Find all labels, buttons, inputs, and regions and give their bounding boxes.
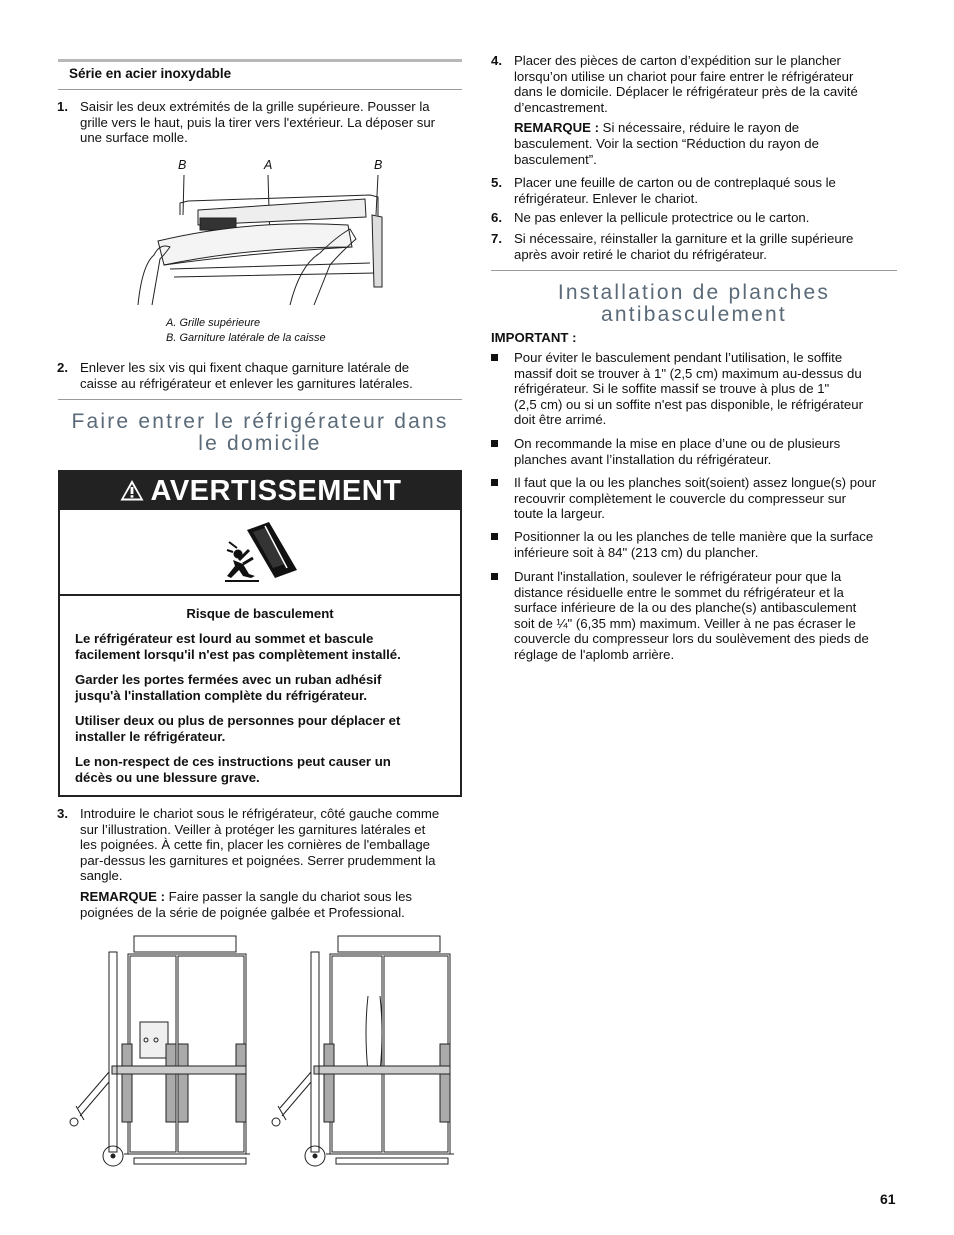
step-text <box>514 175 836 206</box>
grille-figure <box>130 155 400 315</box>
bullet-square-icon <box>491 533 498 540</box>
line: d’encastrement. <box>514 99 608 115</box>
section-rule-left <box>58 399 462 400</box>
line: Pour éviter le basculement pendant l’utilisation, le soffite <box>514 350 843 365</box>
line: jusqu'à l'installation complète du réfrigérateur. <box>75 688 368 703</box>
line: Il faut que la ou les planches soit(soient) assez longue(s) pour <box>514 475 877 490</box>
note-label: REMARQUE : <box>514 120 599 136</box>
line: grille vers le haut, puis la tirer vers l'extérieur. La déposer sur <box>80 114 436 130</box>
line: après avoir retiré le chariot du réfrigérateur. <box>514 246 767 262</box>
line: soit de ¼" (6,35 mm) maximum. Veiller à ne pas écraser le <box>514 615 856 631</box>
line: sangle. <box>80 868 123 884</box>
line: réglage de l'aplomb arrière. <box>514 646 675 662</box>
warning-title: Risque de basculement <box>186 606 334 621</box>
bullet-square-icon <box>491 573 498 580</box>
warning-pictogram-area <box>60 510 460 596</box>
line: distance résiduelle entre le sommet du réfrigérateur et la <box>514 584 844 600</box>
section-heading-bring-in <box>52 411 468 455</box>
subhead-stainless: Série en acier inoxydable <box>69 66 232 81</box>
important-label: IMPORTANT : <box>491 330 577 345</box>
line: planches avant l’installation du réfrigérateur. <box>514 451 772 467</box>
bullet-text <box>514 529 873 560</box>
line: Introduire le chariot sous le réfrigérateur, côté gauche comme <box>80 806 440 821</box>
tip-over-icon <box>225 518 299 586</box>
warning-banner-text: AVERTISSEMENT <box>150 475 402 507</box>
step-number: 7. <box>491 231 502 246</box>
line: poignées de la série de poignée galbée et Professional. <box>80 904 405 920</box>
warning-paragraph <box>75 631 445 663</box>
bullet-square-icon <box>491 479 498 486</box>
line: facilement lorsqu'il n'est pas complètement installé. <box>75 647 401 662</box>
step-number: 4. <box>491 53 502 68</box>
line: décès ou une blessure grave. <box>75 770 260 785</box>
bullet-text <box>514 569 869 663</box>
line: caisse au réfrigérateur et enlever les garnitures latérales. <box>80 375 413 391</box>
warning-paragraph <box>75 713 445 745</box>
line: massif doit se trouver à 1" (2,5 cm) maximum au-dessus du <box>514 365 862 381</box>
heading-line: Faire entrer le réfrigérateur dans <box>71 410 449 433</box>
note-label: REMARQUE : <box>80 888 165 904</box>
line: doit être arrimé. <box>514 412 607 428</box>
line: Le non-respect de ces instructions peut causer un <box>75 754 391 769</box>
dolly-illustration <box>64 932 464 1172</box>
step-text <box>80 99 435 146</box>
line: sur l’illustration. Veiller à protéger les garnitures latérales et <box>80 821 426 837</box>
line: réfrigérateur. Si le soffite massif se trouve à plus de 1" <box>514 381 830 397</box>
line: Le réfrigérateur est lourd au sommet et bascule <box>75 631 374 646</box>
line: On recommande la mise en place d’une ou de plusieurs <box>514 436 841 451</box>
grille-illustration <box>130 155 400 315</box>
section-heading-anti-tip <box>486 282 902 326</box>
line: (2,5 cm) ou si un soffite n'est pas disponible, le réfrigérateur <box>514 396 863 412</box>
bullet-text <box>514 350 863 428</box>
line: Placer une feuille de carton ou de contreplaqué sous le <box>514 175 836 190</box>
line: Durant l'installation, soulever le réfrigérateur pour que la <box>514 569 842 584</box>
bullet-text <box>514 436 840 467</box>
step-number: 1. <box>57 99 68 114</box>
line: Saisir les deux extrémités de la grille supérieure. Pousser la <box>80 99 430 114</box>
figure-caption-b: B. Garniture latérale de la caisse <box>166 332 326 344</box>
line: Enlever les six vis qui fixent chaque garniture latérale de <box>80 360 410 375</box>
line: basculement”. <box>514 151 597 167</box>
subhead-rule <box>58 89 462 90</box>
page-number: 61 <box>880 1191 896 1207</box>
line: couvercle du compresseur lors du soulèvement des pieds de <box>514 631 869 647</box>
warning-triangle-icon <box>119 478 145 502</box>
line: lorsqu’on utilise un chariot pour faire entrer le réfrigérateur <box>514 68 854 84</box>
figure-label-b-right: B <box>374 158 383 172</box>
line: Faire passer la sangle du chariot sous les <box>165 888 413 904</box>
step-text <box>80 360 413 391</box>
bullet-text <box>514 475 876 522</box>
warning-box <box>58 470 462 797</box>
line: inférieure soit à 84" (213 cm) du plancher. <box>514 544 759 560</box>
line: Ne pas enlever la pellicule protectrice ou le carton. <box>514 210 810 225</box>
line: toute la largeur. <box>514 506 605 522</box>
step-number: 3. <box>57 806 68 821</box>
heading-line: le domicile <box>198 432 322 455</box>
step-text <box>514 231 853 262</box>
line: réfrigérateur. Enlever le chariot. <box>514 190 698 206</box>
line: Si nécessaire, réinstaller la garniture et la grille supérieure <box>514 231 854 246</box>
section-rule-right <box>491 270 897 271</box>
bullet-square-icon <box>491 354 498 361</box>
step-number: 5. <box>491 175 502 190</box>
top-rule-left <box>58 59 462 62</box>
heading-line: antibasculement <box>601 303 787 326</box>
step-text <box>80 806 439 920</box>
line: basculement. Voir la section “Réduction du rayon de <box>514 135 819 151</box>
line: par-dessus les garnitures et poignées. Serrer prudemment la <box>80 852 436 868</box>
line: dans le domicile. Déplacer le réfrigérateur près de la cavité <box>514 84 858 100</box>
step-number: 6. <box>491 210 502 225</box>
figure-caption-a: A. Grille supérieure <box>166 317 261 329</box>
step-text <box>514 53 858 167</box>
figure-label-a: A <box>264 158 273 172</box>
step-text <box>514 210 809 226</box>
bullet-square-icon <box>491 440 498 447</box>
step-number: 2. <box>57 360 68 375</box>
line: surface inférieure de la ou des planche(s) antibasculement <box>514 600 857 616</box>
line: installer le réfrigérateur. <box>75 729 226 744</box>
line: recouvrir complètement le couvercle du compresseur sur <box>514 490 847 506</box>
line: Utiliser deux ou plus de personnes pour déplacer et <box>75 713 401 728</box>
heading-line: Installation de planches <box>557 281 831 304</box>
warning-text <box>75 606 445 795</box>
line: Placer des pièces de carton d’expédition sur le plancher <box>514 53 841 68</box>
step-note <box>80 889 439 920</box>
warning-paragraph <box>75 754 445 786</box>
line: une surface molle. <box>80 130 188 146</box>
figure-label-b-left: B <box>178 158 187 172</box>
line: Positionner la ou les planches de telle manière que la surface <box>514 529 874 544</box>
step-note <box>514 120 858 167</box>
warning-paragraph <box>75 672 445 704</box>
line: Garder les portes fermées avec un ruban adhésif <box>75 672 382 687</box>
line: les poignées. À cette fin, placer les cornières de l'emballage <box>80 837 430 853</box>
warning-banner <box>60 472 460 510</box>
line: Si nécessaire, réduire le rayon de <box>599 120 800 136</box>
